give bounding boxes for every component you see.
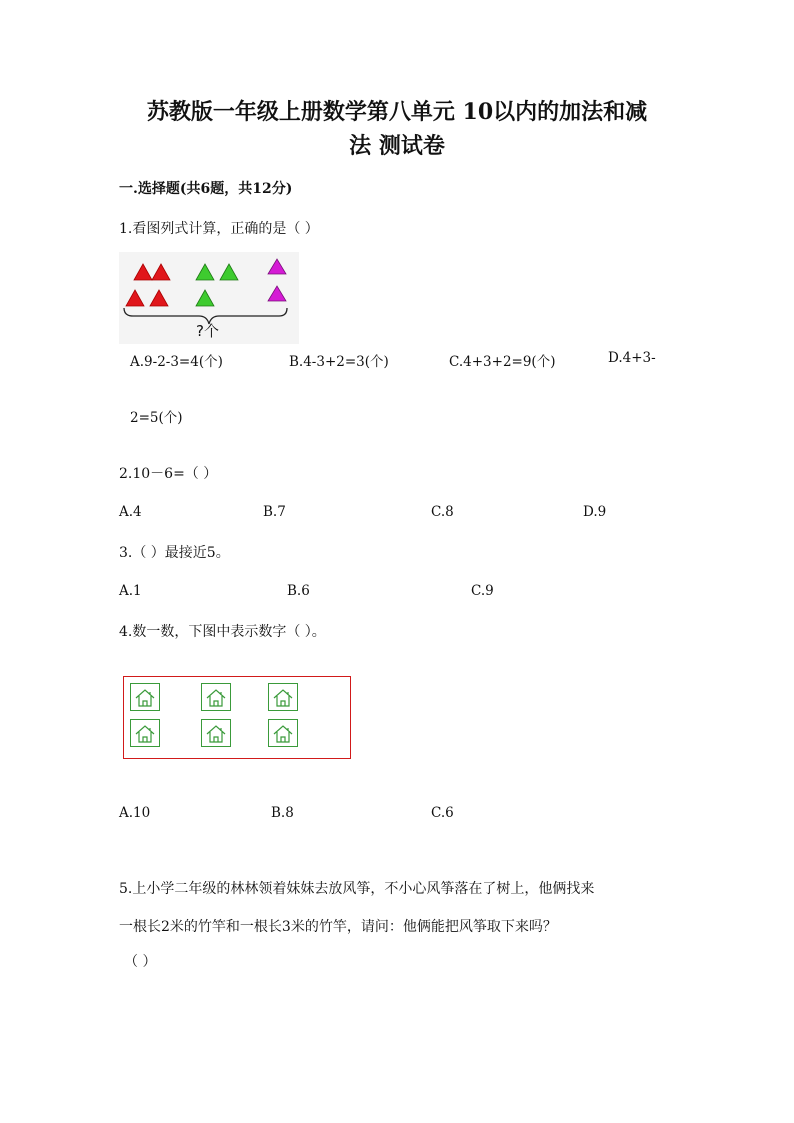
question-5-stem-line-1: 5.上小学二年级的林林领着妹妹去放风筝，不小心风筝落在了树上，他俩找来 [119,881,595,897]
red-triangle-icon [152,264,170,280]
house-icon [201,683,231,711]
red-triangle-icon [126,290,144,306]
question-4-option-b[interactable]: B.8 [271,805,294,821]
question-5-answer-blank: （ ） [124,954,157,970]
question-3-stem: 3.（ ）最接近5。 [119,545,230,561]
green-triangle-icon [196,290,214,306]
green-triangle-icon [220,264,238,280]
house-icon [130,719,160,747]
question-3-option-b[interactable]: B.6 [287,583,310,599]
document-title [100,95,694,163]
question-1-option-a[interactable]: A.9-2-3=4(个) [130,354,223,370]
house-icon [201,719,231,747]
question-4-option-c[interactable]: C.6 [431,805,454,821]
question-2-stem: 2.10－6=（ ） [119,466,218,482]
question-3-option-c[interactable]: C.9 [471,583,494,599]
section-heading: 一.选择题(共6题，共12分) [119,181,293,197]
question-3-option-a[interactable]: A.1 [119,583,142,599]
question-1-option-d[interactable]: D.4+3- [608,350,656,366]
question-4-figure [123,676,351,759]
magenta-triangle-icon [268,286,286,301]
question-2-option-c[interactable]: C.8 [431,504,454,520]
house-icon [268,683,298,711]
magenta-triangle-icon [268,259,286,274]
question-2-option-d[interactable]: D.9 [583,504,607,520]
red-triangle-icon [150,290,168,306]
house-icon [268,719,298,747]
question-1-stem: 1.看图列式计算，正确的是（ ） [119,221,319,237]
question-2-option-a[interactable]: A.4 [119,504,142,520]
green-triangle-icon [196,264,214,280]
question-1-option-d-wrap[interactable]: 2=5(个) [130,410,183,426]
brace-label: ?个 [196,322,219,340]
question-1-figure [119,252,299,344]
red-triangle-icon [134,264,152,280]
question-4-stem: 4.数一数，下图中表示数字（ ）。 [119,624,326,640]
title-line-2: 法 测试卷 [349,133,445,159]
question-1-option-b[interactable]: B.4-3+2=3(个) [289,354,389,370]
title-line-1: 苏教版一年级上册数学第八单元 10以内的加法和减 [146,99,648,125]
house-icon [130,683,160,711]
question-1-option-c[interactable]: C.4+3+2=9(个) [449,354,556,370]
question-5-stem-line-2: 一根长2米的竹竿和一根长3米的竹竿，请问：他俩能把风筝取下来吗？ [119,919,557,935]
question-4-option-a[interactable]: A.10 [119,805,151,821]
question-2-option-b[interactable]: B.7 [263,504,286,520]
